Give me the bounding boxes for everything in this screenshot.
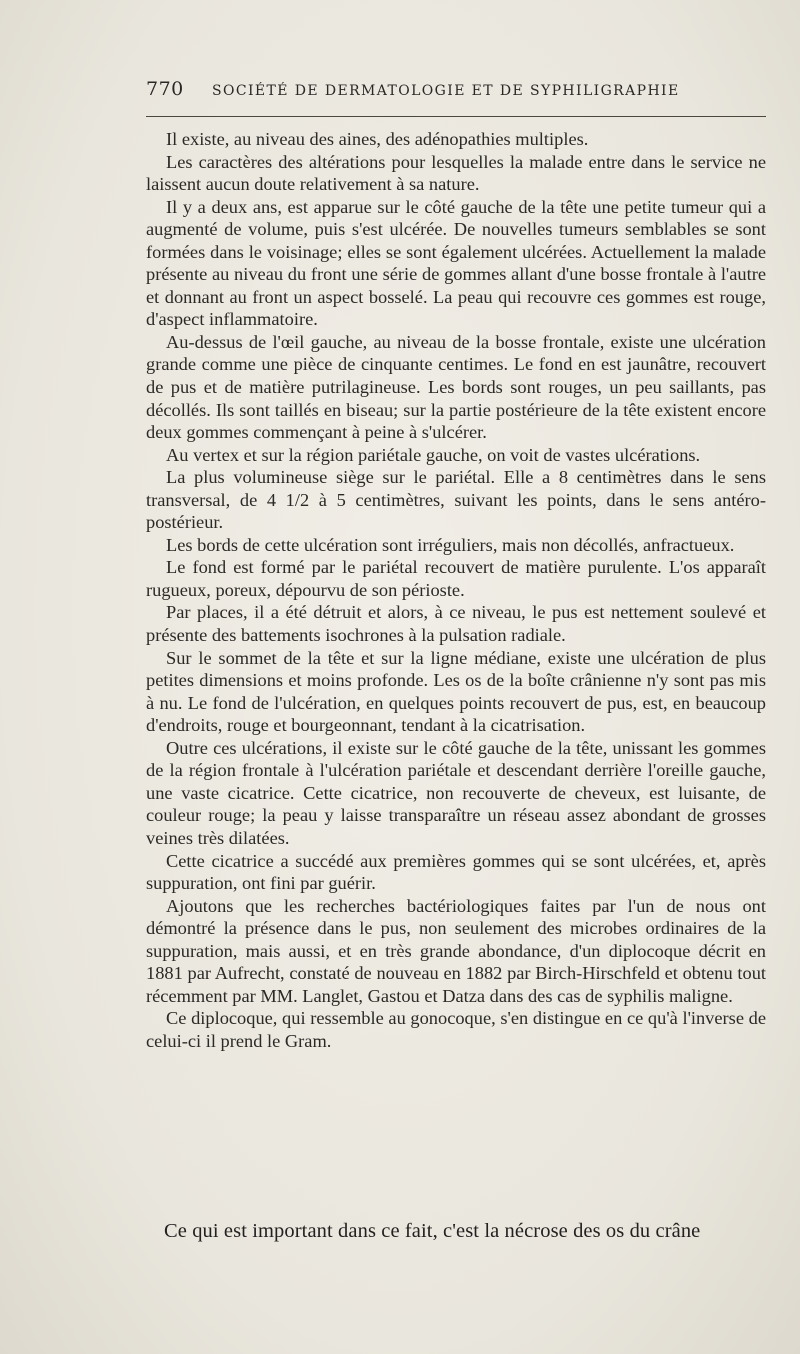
paragraph: Au vertex et sur la région pariétale gauche, on voit de vastes ulcérations. (166, 444, 701, 465)
body-text (146, 128, 766, 1052)
paragraph: Il y a deux ans, est apparue sur le côté gauche de la tête une petite tumeur qui a augmenté de volume, puis s'est ulcérée. De nouvelles tumeurs semblables se sont formées dans le voisinage; elles se sont également ulcérées. Actuellement la malade présente au niveau du front une série de gommes allant d'une bosse frontale à l'autre et donnant au front un aspect bosselé. La peau qui recouvre ces gommes est rouge, d'aspect inflammatoire. (146, 196, 766, 330)
header-rule (146, 116, 766, 117)
paragraph: Le fond est formé par le pariétal recouvert de matière purulente. L'os apparaît rugueux, poreux, dépourvu de son périoste. (146, 557, 766, 600)
paragraph: Au-dessus de l'œil gauche, au niveau de la bosse frontale, existe une ulcération grande comme une pièce de cinquante centimes. Le fond en est jaunâtre, recouvert de pus et de matière putrilagineuse. Les bords sont rouges, un peu saillants, pas décollés. Ils sont taillés en biseau; sur la partie postérieure de la tête existent encore deux gommes commençant à peine à s'ulcérer. (146, 331, 766, 443)
paragraph: Par places, il a été détruit et alors, à ce niveau, le pus est nettement soulevé et présente des battements isochrones à la pulsation radiale. (146, 602, 766, 646)
page-number: 770 (146, 78, 184, 100)
paragraph: Ajoutons que les recherches bactériologiques faites par l'un de nous ont démontré la présence dans le pus, non seulement des microbes ordinaires de la suppuration, mais aussi, et en très grande abondance, d'un diplocoque décrit en 1881 par Aufrecht, constaté de nouveau en 1882 par Birch-Hirschfeld et obtenu tout récemment par MM. Langlet, Gastou et Datza dans des cas de syphilis maligne. (146, 895, 766, 1006)
paragraph: Les bords de cette ulcération sont irréguliers, mais non décollés, anfractueux. (166, 534, 735, 555)
closing-line: Ce qui est important dans ce fait, c'est la nécrose des os du crâne (164, 1220, 701, 1242)
paragraph: Cette cicatrice a succédé aux premières gommes qui se sont ulcérées, et, après suppuration, ont fini par guérir. (146, 850, 766, 894)
paragraph: Il existe, au niveau des aines, des adénopathies multiples. (166, 129, 589, 149)
paragraph: Les caractères des altérations pour lesquelles la malade entre dans le service ne laissent aucun doute relativement à sa nature. (146, 151, 766, 195)
running-head (146, 78, 766, 104)
paragraph: Ce diplocoque, qui ressemble au gonocoque, s'en distingue en ce qu'à l'inverse de celui-ci il prend le Gram. (146, 1008, 766, 1051)
paragraph: Sur le sommet de la tête et sur la ligne médiane, existe une ulcération de plus petites dimensions et moins profonde. Les os de la boîte crânienne n'y sont pas mis à nu. Le fond de l'ulcération, en quelques points recouvert de pus, est, en beaucoup d'endroits, rouge et bourgeonnant, tendant à la cicatrisation. (146, 647, 766, 736)
paragraph: Outre ces ulcérations, il existe sur le côté gauche de la tête, unissant les gommes de la région frontale à l'ulcération pariétale et descendant derrière l'oreille gauche, une vaste cicatrice. Cette cicatrice, non recouverte de cheveux, est luisante, de couleur rouge; la peau y laisse transparaître un réseau assez abondant de grosses veines très dilatées. (146, 737, 766, 848)
paragraph: La plus volumineuse siège sur le pariétal. Elle a 8 centimètres dans le sens transversal, de 4 1/2 à 5 centimètres, suivant les points, dans le sens antéro-postérieur. (146, 467, 766, 533)
running-title: SOCIÉTÉ DE DERMATOLOGIE ET DE SYPHILIGRAPHIE (212, 83, 680, 99)
